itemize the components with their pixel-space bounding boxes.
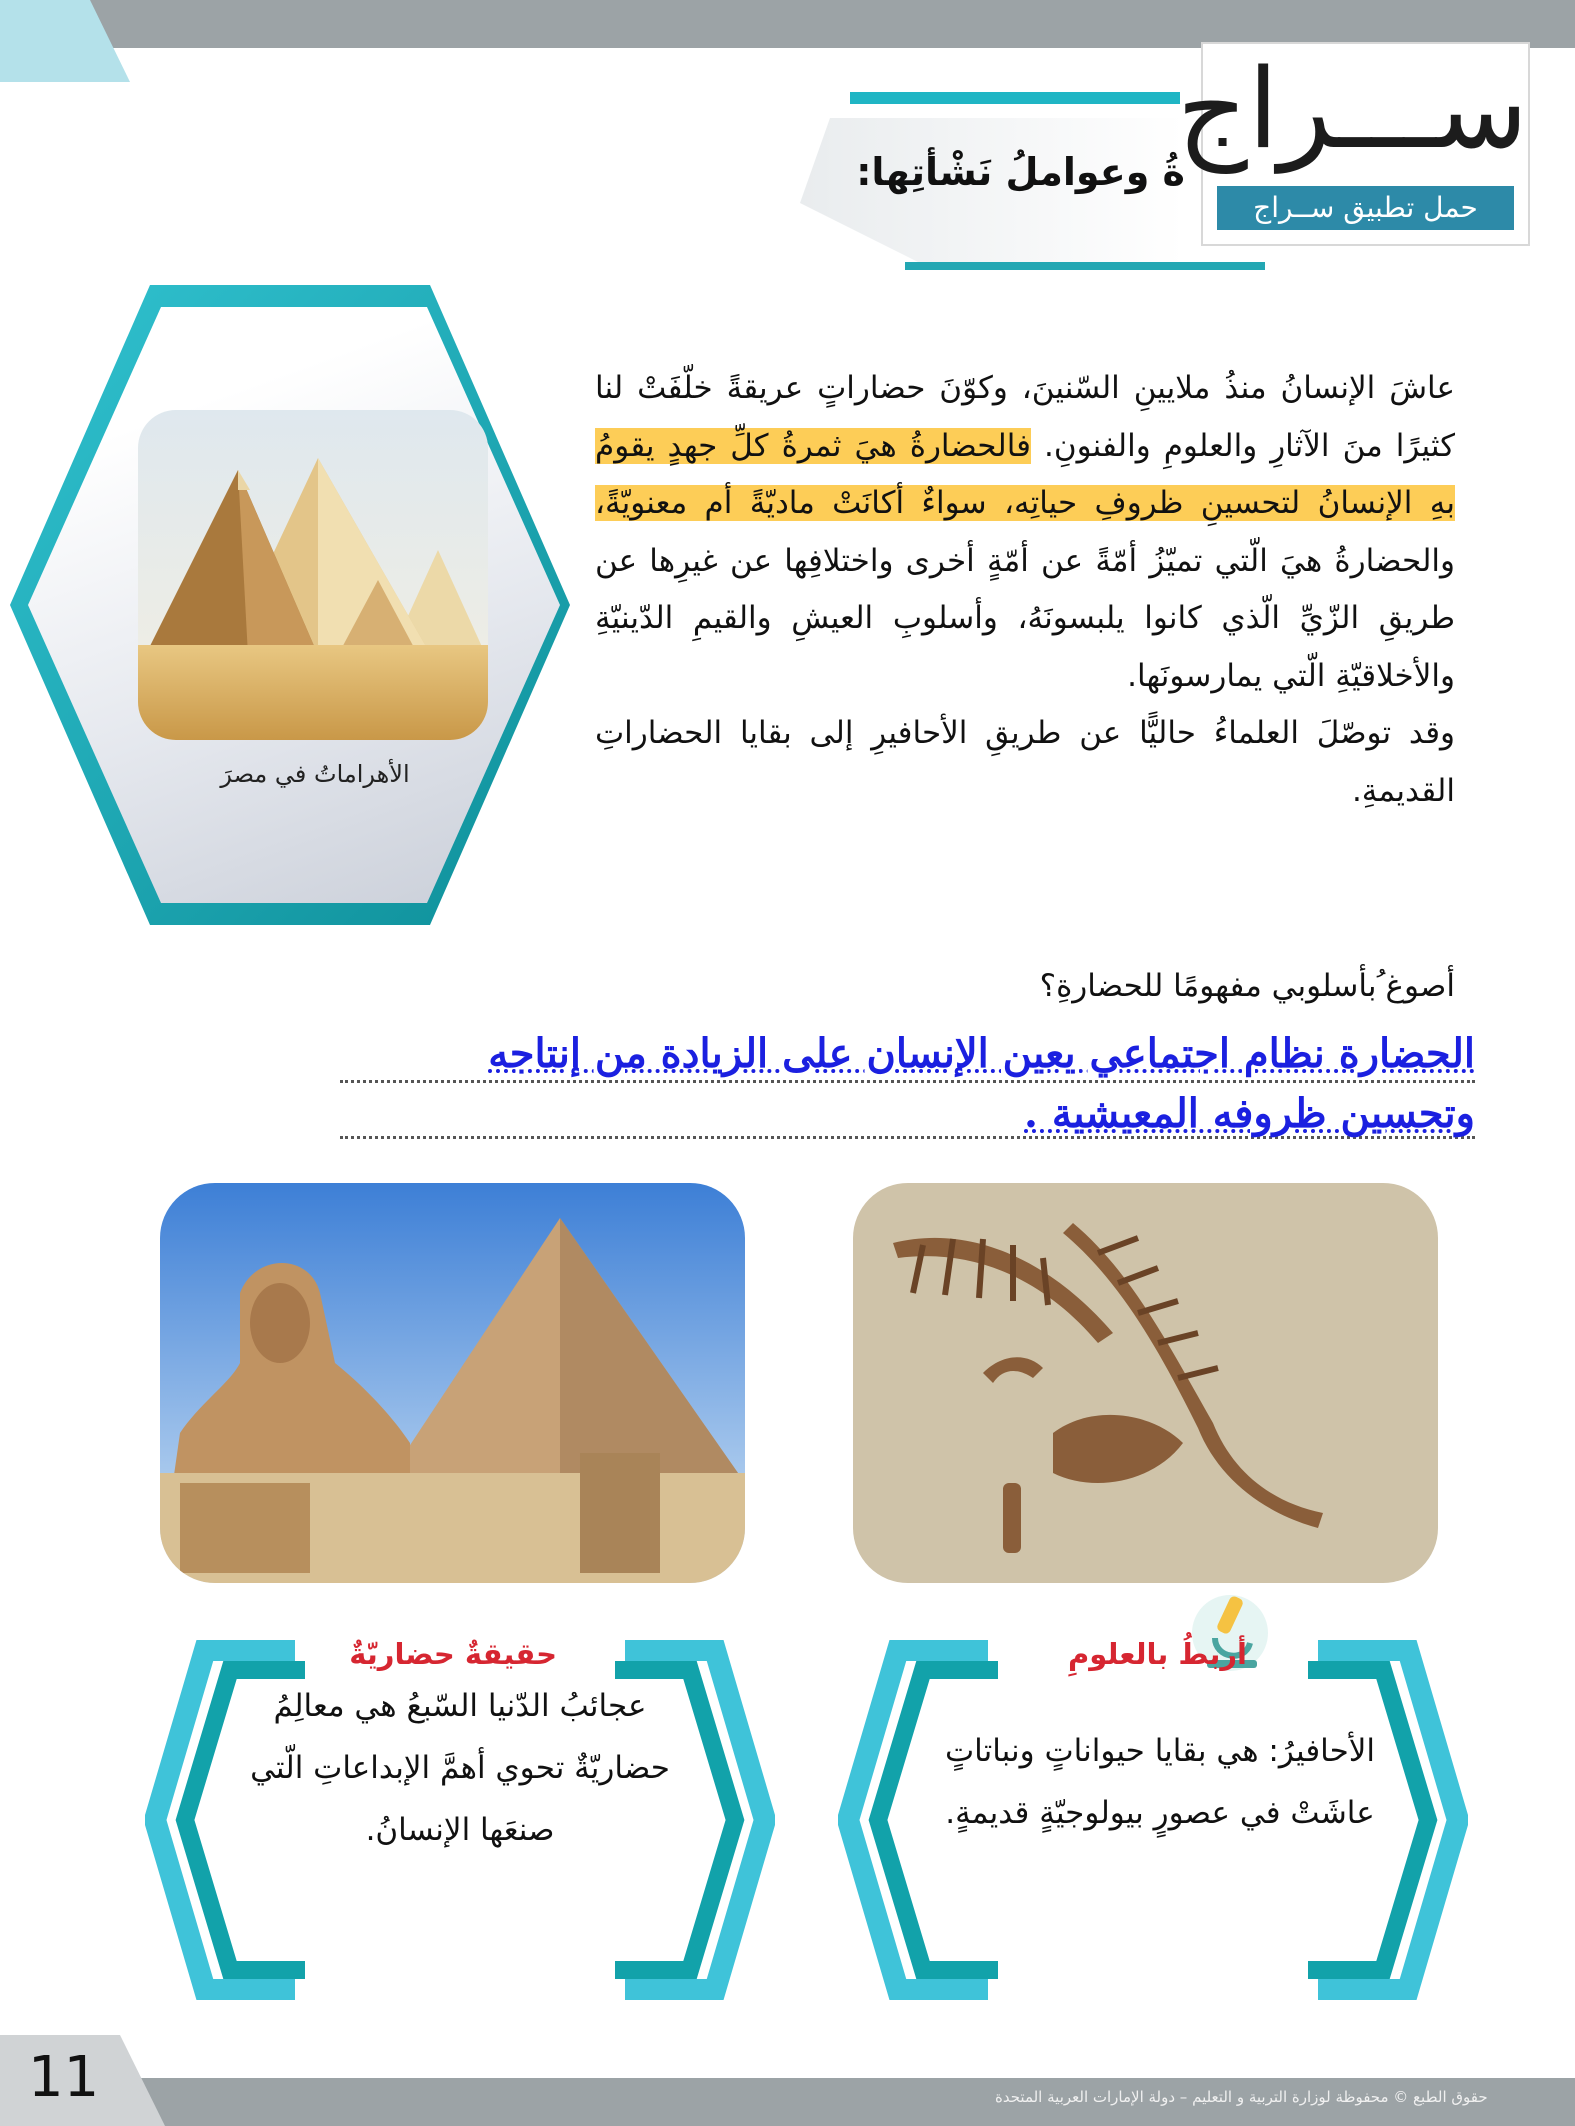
highlighted-definition: فالحضارةُ هيَ ثمرةُ كلِّ جهدٍ يقومُ بهِ الإنسانُ لتحسينِ ظروفِ حياتِه، سواءٌ أكانَتْ ماديّةً أم معنويّةً،	[595, 427, 1455, 521]
copyright-notice: حقوق الطبع © محفوظة لوزارة التربية و التعليم – دولة الإمارات العربية المتحدة	[995, 2088, 1488, 2106]
body-paragraph	[595, 360, 1455, 820]
box-title-civilization: حقيقةٌ حضاريّةٌ	[349, 1637, 557, 1671]
paragraph-body: والحضارةُ هيَ الّتي تميّزُ أمّةً عن أمّةٍ أخرى واختلافِها عن غيرِها عن طريقِ الزّيِّ الّذي كانوا يلبسونَهُ، وأسلوبِ العيشِ والقيمِ الدّينيّةِ والأخلاقيّةِ الّتي يمارسونَها.	[595, 542, 1455, 694]
logo-word: ســـراج	[1176, 45, 1528, 173]
fact-text-line-1: عجائبُ الدّنيا السّبعُ هي معالِمُ	[273, 1688, 647, 1724]
siraj-logo	[1176, 42, 1530, 246]
fact-text-line-2: حضاريّةٌ تحوي أهمَّ الإبداعاتِ الّتي	[250, 1750, 670, 1786]
paragraph-intro: عاشَ الإنسانُ منذُ ملايينِ السّنينَ، وكوّنَ حضاراتٍ عريقةً خلّفَتْ لنا كثيرًا منَ الآثارِ والعلومِ والفنونِ.	[595, 370, 1455, 464]
box-text-science	[905, 1720, 1415, 1844]
box-text-civilization	[205, 1675, 715, 1861]
question-prompt: أصوغ ُبأسلوبي مفهومًا للحضارةِ؟	[1039, 968, 1455, 1004]
sphinx-photo	[160, 1183, 745, 1583]
pyramids-photo	[138, 410, 488, 740]
top-bar	[0, 0, 1575, 48]
handwritten-answer-line-1: الحضارة نظام اجتماعي يعين الإنسان على الزيادة من إنتاجه	[488, 1030, 1475, 1077]
header-ribbon-underline	[905, 262, 1265, 270]
header-ribbon-accent	[850, 92, 1180, 104]
figure-caption: الأهراماتُ في مصرَ	[220, 760, 410, 788]
handwritten-answer-line-2: وتحسين ظروفه المعيشية .	[1024, 1090, 1475, 1137]
box-title-science: أربطُ بالعلومِ	[1068, 1637, 1247, 1671]
logo-tagline: حمل تطبيق ســراج	[1217, 186, 1514, 230]
fossil-photo	[853, 1183, 1438, 1583]
answer-line-1	[340, 1080, 1475, 1083]
section-heading: ةُ وعواملُ نَشْأتِها:	[856, 150, 1185, 194]
science-text-line-1: الأحافيرُ: هي بقايا حيواناتٍ ونباتاتٍ	[944, 1733, 1376, 1769]
paragraph-fossils: وقد توصّلَ العلماءُ حاليًّا عن طريقِ الأحافيرِ إلى بقايا الحضاراتِ القديمةِ.	[595, 715, 1455, 809]
fact-text-line-3: صنعَها الإنسانُ.	[365, 1812, 555, 1848]
science-text-line-2: عاشَتْ في عصورٍ بيولوجيّةٍ قديمةٍ.	[945, 1795, 1375, 1831]
page-number: 11	[28, 2045, 100, 2110]
